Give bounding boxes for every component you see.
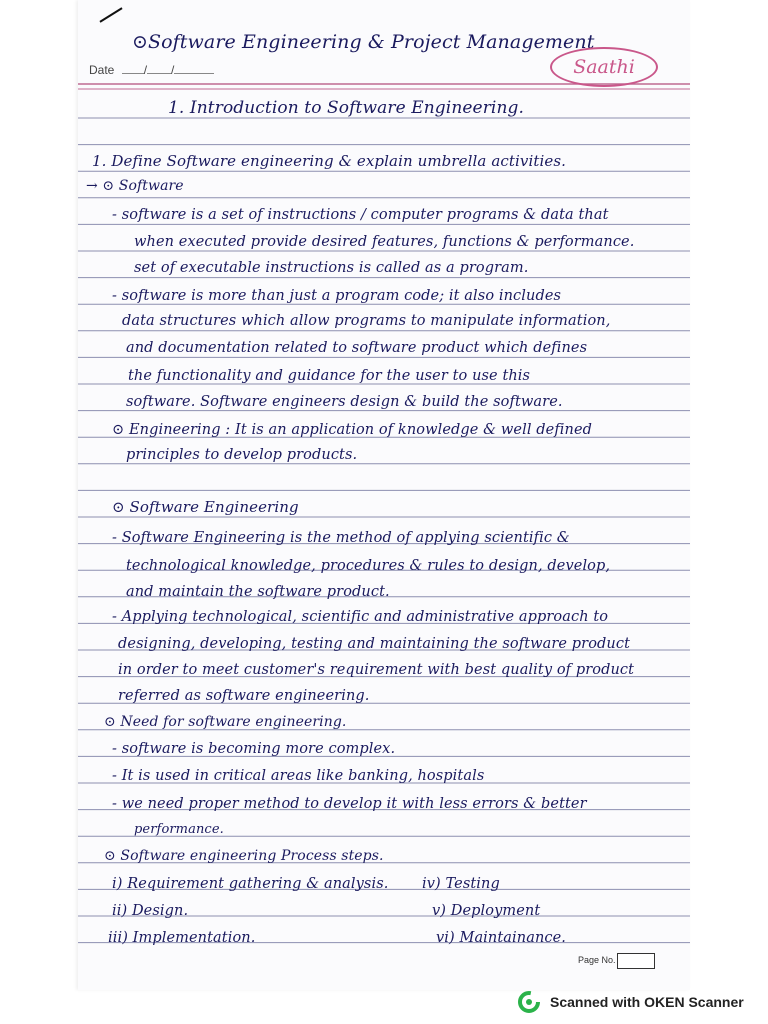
page-title: ⊙Software Engineering & Project Management: [132, 31, 595, 53]
steps-heading: ⊙ Software engineering Process steps.: [104, 848, 384, 864]
need-line-2: - It is used in critical areas like banking, hospitals: [112, 768, 485, 784]
date-label: Date: [89, 63, 115, 77]
se-def-line-3: and maintain the software product.: [126, 584, 390, 600]
scanner-text: Scanned with OKEN Scanner: [550, 994, 744, 1010]
chapter-title: 1. Introduction to Software Engineering.: [168, 98, 524, 118]
page-number-box: [617, 953, 655, 969]
software-more-line-1: - software is more than just a program code; it also includes: [112, 288, 562, 304]
date-day-slot: [122, 63, 144, 74]
software-def-line-2: when executed provide desired features, functions & performance.: [134, 234, 635, 250]
se-apply-line-3: in order to meet customer's requirement with best quality of product: [118, 662, 635, 678]
software-more-line-5: software. Software engineers design & build the software.: [126, 394, 563, 410]
need-heading: ⊙ Need for software engineering.: [104, 714, 347, 730]
se-apply-line-2: designing, developing, testing and maintaining the software product: [118, 636, 631, 652]
step-3: iii) Implementation.: [108, 930, 256, 946]
question-line: 1. Define Software engineering & explain umbrella activities.: [92, 152, 567, 170]
software-def-line-1: - software is a set of instructions / computer programs & data that: [112, 207, 609, 223]
date-month-slot: [147, 63, 171, 74]
date-field: Date / /: [89, 63, 214, 77]
se-apply-line-4: referred as software engineering.: [118, 688, 370, 704]
step-6: vi) Maintainance.: [436, 930, 567, 946]
logo-text: Saathi: [573, 56, 635, 78]
software-def-line-3: set of executable instructions is called as a program.: [134, 260, 529, 276]
step-5: v) Deployment: [432, 903, 541, 919]
se-def-line-2: technological knowledge, procedures & rules to design, develop,: [126, 558, 611, 574]
se-def-line-1: - Software Engineering is the method of applying scientific &: [112, 530, 570, 546]
step-1: i) Requirement gathering & analysis.: [112, 876, 389, 892]
need-line-4: performance.: [134, 822, 224, 837]
software-more-line-4: the functionality and guidance for the user to use this: [128, 368, 531, 384]
answer-software-heading: → ⊙ Software: [86, 178, 184, 194]
page-number-label: Page No.: [578, 955, 616, 965]
scanner-watermark: [518, 990, 744, 1014]
brand-logo: [550, 47, 658, 87]
engineering-line-2: principles to develop products.: [126, 447, 358, 463]
step-4: iv) Testing: [422, 876, 500, 892]
date-year-slot: [174, 63, 214, 74]
se-heading: ⊙ Software Engineering: [112, 498, 299, 516]
engineering-line-1: ⊙ Engineering : It is an application of knowledge & well defined: [112, 422, 593, 438]
step-2: ii) Design.: [112, 903, 189, 919]
software-more-line-2: data structures which allow programs to manipulate information,: [122, 313, 611, 329]
need-line-1: - software is becoming more complex.: [112, 741, 396, 757]
se-apply-line-1: - Applying technological, scientific and administrative approach to: [112, 609, 609, 625]
software-more-line-3: and documentation related to software product which defines: [126, 340, 588, 356]
need-line-3: - we need proper method to develop it with less errors & better: [112, 796, 587, 812]
scanner-logo-icon: [518, 991, 540, 1013]
